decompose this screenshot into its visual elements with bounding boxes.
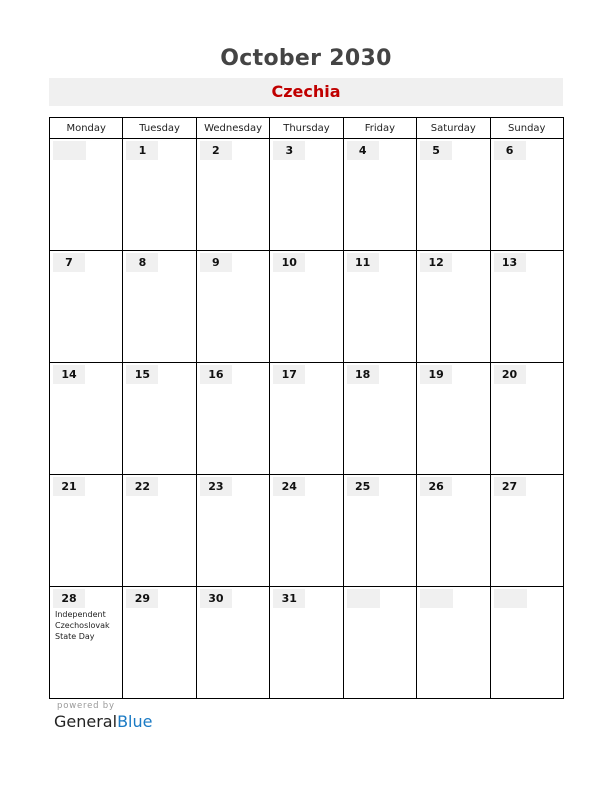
- day-cell[interactable]: [270, 363, 343, 475]
- day-cell[interactable]: [270, 475, 343, 587]
- weekday-monday: Monday: [50, 118, 123, 139]
- weekday-sunday: Sunday: [490, 118, 563, 139]
- day-cell[interactable]: [196, 475, 269, 587]
- day-number-placeholder: [347, 589, 380, 608]
- day-number: 4: [347, 141, 379, 160]
- weekday-friday: Friday: [343, 118, 416, 139]
- day-cell[interactable]: [343, 251, 416, 363]
- holiday-label: Independent Czechoslovak State Day: [55, 610, 110, 641]
- day-number: 8: [126, 253, 158, 272]
- day-number: 25: [347, 477, 379, 496]
- day-number: 17: [273, 365, 305, 384]
- empty-day-cell: [490, 587, 563, 699]
- day-cell[interactable]: [50, 587, 123, 699]
- day-cell[interactable]: [50, 475, 123, 587]
- day-number: 20: [494, 365, 526, 384]
- empty-day-cell: [343, 587, 416, 699]
- day-cell[interactable]: [270, 139, 343, 251]
- day-cell[interactable]: [490, 251, 563, 363]
- day-number: 26: [420, 477, 452, 496]
- day-cell[interactable]: [123, 139, 196, 251]
- day-number: 22: [126, 477, 158, 496]
- day-number: 19: [420, 365, 452, 384]
- day-number: 5: [420, 141, 452, 160]
- day-cell[interactable]: [123, 475, 196, 587]
- day-number: 30: [200, 589, 232, 608]
- day-cell[interactable]: [196, 363, 269, 475]
- day-cell[interactable]: [417, 363, 490, 475]
- day-number-placeholder: [420, 589, 453, 608]
- calendar-title: October 2030: [220, 46, 392, 71]
- weekday-thursday: Thursday: [270, 118, 343, 139]
- day-number: 12: [420, 253, 452, 272]
- day-number: 31: [273, 589, 305, 608]
- day-cell[interactable]: [343, 139, 416, 251]
- day-cell[interactable]: [123, 251, 196, 363]
- day-cell[interactable]: [490, 475, 563, 587]
- day-cell[interactable]: [490, 363, 563, 475]
- day-cell[interactable]: [196, 251, 269, 363]
- weekday-header-row: [50, 118, 564, 139]
- country-label: Czechia: [49, 78, 563, 106]
- week-row: [50, 475, 564, 587]
- day-number: 18: [347, 365, 379, 384]
- day-number: 6: [494, 141, 526, 160]
- day-number: 14: [53, 365, 85, 384]
- day-cell[interactable]: [343, 363, 416, 475]
- powered-by-text: powered by: [57, 701, 115, 711]
- day-number: 16: [200, 365, 232, 384]
- day-cell[interactable]: [50, 363, 123, 475]
- week-row: [50, 139, 564, 251]
- week-row: [50, 363, 564, 475]
- day-cell[interactable]: [490, 139, 563, 251]
- day-number: 24: [273, 477, 305, 496]
- day-cell[interactable]: [417, 251, 490, 363]
- day-cell[interactable]: [417, 139, 490, 251]
- week-row: [50, 587, 564, 699]
- day-cell[interactable]: [196, 139, 269, 251]
- day-number: 29: [126, 589, 158, 608]
- day-number-placeholder: [53, 141, 86, 160]
- day-cell[interactable]: [123, 587, 196, 699]
- day-cell[interactable]: [270, 587, 343, 699]
- calendar-grid: [49, 117, 564, 699]
- weekday-saturday: Saturday: [417, 118, 490, 139]
- day-number: 28: [53, 589, 85, 608]
- day-cell[interactable]: [343, 475, 416, 587]
- day-cell[interactable]: [196, 587, 269, 699]
- generalblue-logo[interactable]: [54, 712, 152, 731]
- weekday-tuesday: Tuesday: [123, 118, 196, 139]
- day-number: 9: [200, 253, 232, 272]
- day-number: 23: [200, 477, 232, 496]
- day-number: 21: [53, 477, 85, 496]
- day-cell[interactable]: [417, 475, 490, 587]
- day-number-placeholder: [494, 589, 527, 608]
- day-number: 10: [273, 253, 305, 272]
- day-cell[interactable]: [50, 251, 123, 363]
- day-number: 1: [126, 141, 158, 160]
- empty-day-cell: [417, 587, 490, 699]
- day-number: 2: [200, 141, 232, 160]
- empty-day-cell: [50, 139, 123, 251]
- brand-general: General: [54, 712, 118, 731]
- week-row: [50, 251, 564, 363]
- day-number: 11: [347, 253, 379, 272]
- day-cell[interactable]: [123, 363, 196, 475]
- day-number: 15: [126, 365, 158, 384]
- brand-blue: Blue: [117, 712, 153, 731]
- day-number: 27: [494, 477, 526, 496]
- day-number: 3: [273, 141, 305, 160]
- day-number: 7: [53, 253, 85, 272]
- day-cell[interactable]: [270, 251, 343, 363]
- day-number: 13: [494, 253, 526, 272]
- weekday-wednesday: Wednesday: [196, 118, 269, 139]
